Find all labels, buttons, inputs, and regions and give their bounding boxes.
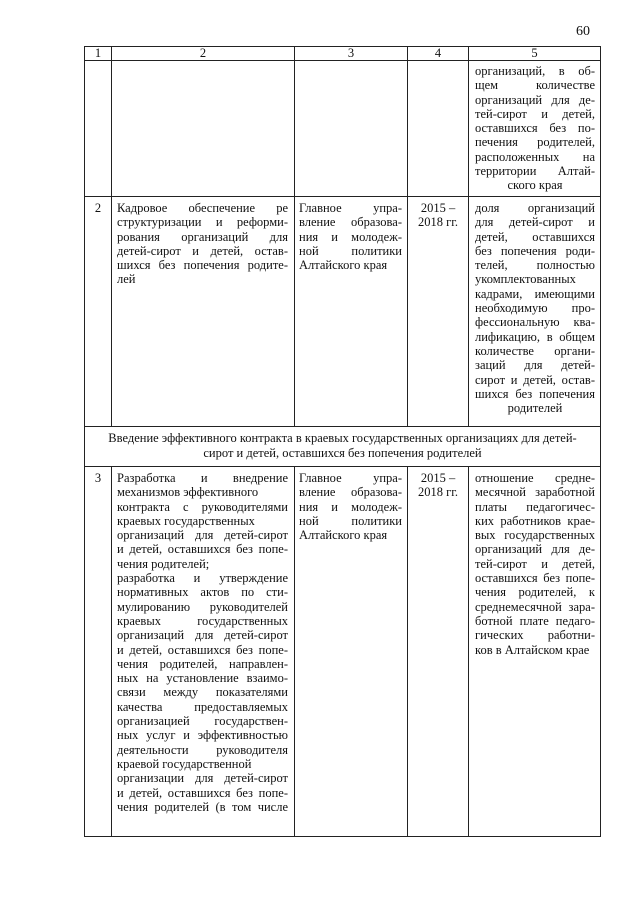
row3-col2-line: связи между показателями [117,685,288,700]
row2-col2-line: структуризации и реформи- [117,215,288,230]
row3-col2-line: разработка и утверждение [117,571,288,586]
row0-col5-line: организаций для де- [475,92,595,107]
header-col-1: 1 [94,46,102,60]
row0-col5-line: тей-сирот и детей, [475,106,595,121]
row3-col2-line: организации для детей-сирот [117,771,288,786]
row3-number: 3 [94,471,102,485]
row2-col2-line: шихся без попечения родите- [117,258,288,273]
row2-col3-line: ния и молодеж- [299,229,402,244]
rule-header [84,60,601,61]
program-table [84,46,601,837]
rule-col4 [468,46,469,426]
row3-col2-line: чения родителей, направлен- [117,656,288,671]
page-number: 60 [576,24,590,39]
row2-indicator [475,201,595,415]
row2-col4-line: 2015 – [420,201,456,215]
row3-activity [117,471,288,814]
row2-col5-line: для детей-сирот и [475,215,595,230]
row0-col5-line: расположенных на [475,149,595,164]
row0-indicator [475,64,595,193]
row2-col2-line: рования организаций для [117,229,288,244]
row3-col5-line: вых государственных [475,528,595,543]
row2-col5-line: количестве органи- [475,343,595,358]
row3-col2-line: Разработка и внедрение [117,471,288,485]
row3-col5-line: гических работни- [475,628,595,643]
rule-col2-b [294,466,295,836]
row3-col5-line: оставшихся без попе- [475,571,595,586]
row3-col2-line: контракта с руководителями [117,499,288,514]
row0-col5-line: щем количестве [475,78,595,93]
rule-bottom [84,836,601,837]
row3-col5-line: платы педагогичес- [475,499,595,514]
rule-col1 [111,46,112,426]
row3-col3-line: Алтайского края [299,528,388,543]
row3-col2-line: краевых государственных [117,513,255,528]
row3-col2-line: краевых государственных [117,613,288,628]
row2-col3-line: Главное упра- [299,201,402,215]
row2-col5-line: необходимую про- [475,301,595,316]
section-heading-line: Введение эффективного контракта в краевых государственных организациях для детей- [108,431,577,445]
row2-col3-line: ной политики [299,243,402,258]
row0-col5-line: печения родителей, [475,135,595,150]
row3-col2-line: деятельности руководителя [117,742,288,757]
row2-col5-line: кадрами, имеющими [475,286,595,301]
row3-col2-line: механизмов эффективного [117,485,259,500]
section-heading [84,431,601,461]
rule-col3 [407,46,408,426]
row3-col5-line: месячной заработной [475,485,595,500]
row2-col5-line: детей, оставшихся [475,229,595,244]
row3-col5-line: ких работников крае- [475,513,595,528]
row2-col5-line: родителей [507,401,563,416]
row3-col4-line: 2015 – [420,471,456,485]
row3-col2-line: качества предоставляемых [117,699,288,714]
row3-col3-line: ния и молодеж- [299,499,402,514]
row3-col5-line: ботной плате педаго- [475,613,595,628]
rule-col4-b [468,466,469,836]
row2-col2-line: Кадровое обеспечение ре [117,201,288,215]
row3-col5-line: тей-сирот и детей, [475,556,595,571]
row3-col2-line: организаций для детей-сирот [117,528,288,543]
row3-col2-line: краевой государственной [117,756,252,771]
header-col-5: 5 [531,46,538,60]
row2-col5-line: лификацию, в общем [475,329,595,344]
row3-col2-line: мулированию руководителей [117,599,288,614]
row0-col5-line: территории Алтай- [475,164,595,179]
row3-col3-line: ной политики [299,513,402,528]
rule-col2 [294,46,295,426]
row2-number: 2 [94,201,102,215]
rule-section-end [84,466,601,467]
row3-col2-line: чения родителей (в том числе [117,799,288,814]
row3-executor [299,471,402,542]
row2-col5-line: доля организаций [475,201,595,215]
row0-col5-line: ского края [507,178,563,193]
row3-col2-line: ных на установление взаимо- [117,671,288,686]
row3-col2-line: и детей, оставшихся без попе- [117,785,288,800]
row3-col5-line: чения родителей, к [475,585,595,600]
row2-col5-line: шихся без попечения [475,386,595,401]
row2-col3-line: Алтайского края [299,258,388,273]
row2-activity [117,201,288,287]
row2-col5-line: без попечения роди- [475,243,595,258]
row3-col2-line: чения родителей; [117,556,210,571]
row3-col2-line: и детей, оставшихся без попе- [117,542,288,557]
header-col-3: 3 [347,46,355,60]
row2-col5-line: телей, полностью [475,258,595,273]
row2-col5-line: фессиональную ква- [475,315,595,330]
row0-col5-line: оставшихся без по- [475,121,595,136]
row3-col2-line: организацией государствен- [117,714,288,729]
row2-col2-line: лей [117,272,136,287]
row3-period [408,471,468,500]
row2-period [408,201,468,230]
row0-col5-line: организаций, в об- [475,64,595,78]
row3-col3-line: Главное упра- [299,471,402,485]
row3-col5-line: отношение средне- [475,471,595,485]
row3-col5-line: среднемесячной зара- [475,599,595,614]
row3-col5-line: ков в Алтайском крае [475,642,590,657]
row3-col5-line: организаций для де- [475,542,595,557]
row3-col2-line: и детей, оставшихся без попе- [117,642,288,657]
row3-col2-line: нормативных актов по сти- [117,585,288,600]
row2-col5-line: укомплектованных [475,272,576,287]
rule-row2-end [84,426,601,427]
row2-col5-line: сирот и детей, остав- [475,372,595,387]
row3-col3-line: вление образова- [299,485,402,500]
row2-col2-line: детей-сирот и детей, остав- [117,243,288,258]
row3-col2-line: ных услуг и эффективностью [117,728,288,743]
row2-col3-line: вление образова- [299,215,402,230]
rule-col1-b [111,466,112,836]
header-col-2: 2 [199,46,207,60]
row3-indicator [475,471,595,657]
row3-col2-line: организаций для детей-сирот [117,628,288,643]
header-col-4: 4 [434,46,442,60]
rule-row0-end [84,196,601,197]
row2-col5-line: заций для детей- [475,358,595,373]
section-heading-line: сирот и детей, оставшихся без попечения родителей [203,446,482,460]
row3-col4-line: 2018 гг. [417,485,459,500]
row2-col4-line: 2018 гг. [417,215,459,230]
row2-executor [299,201,402,272]
rule-col3-b [407,466,408,836]
